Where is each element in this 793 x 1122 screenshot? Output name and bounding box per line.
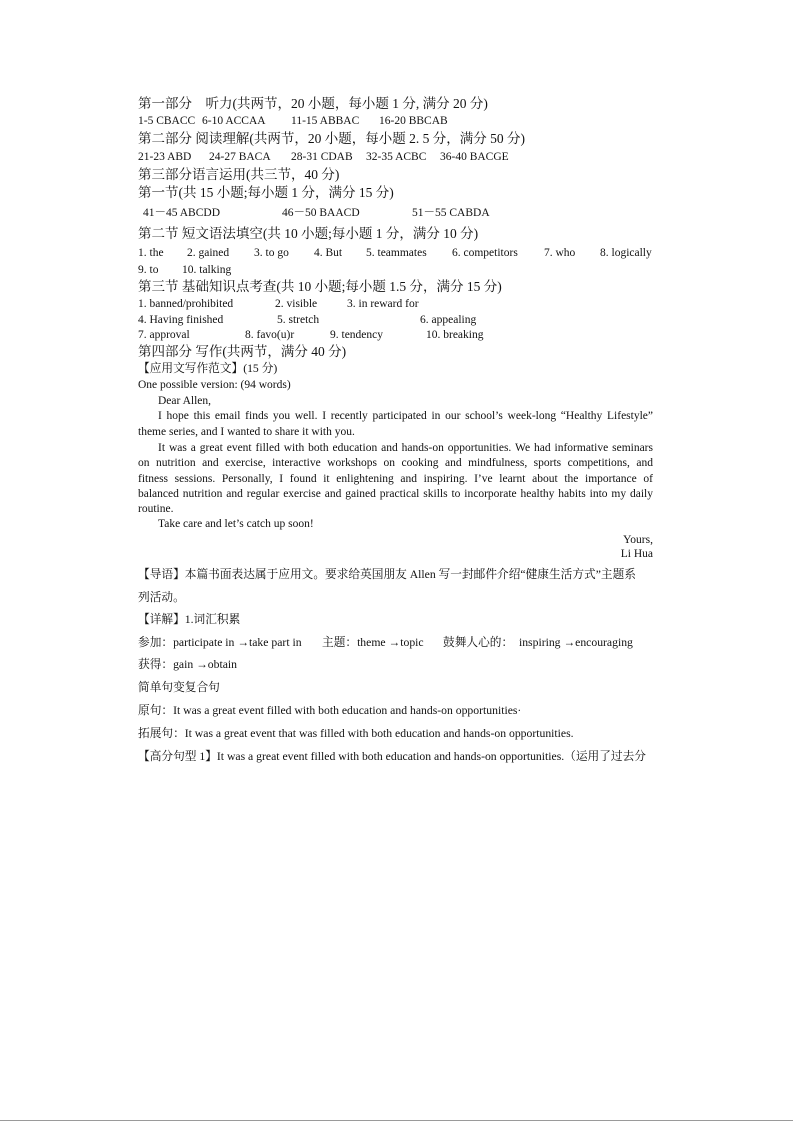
section1-heading: 第一节(共 15 小题;每小题 1 分，满分 15 分) bbox=[138, 185, 394, 200]
knowledge-answer: 10. breaking bbox=[426, 329, 484, 341]
grammar-fill-answer: 2. gained bbox=[187, 247, 230, 259]
vocab-item: 参加：participate in →take part in bbox=[138, 636, 302, 649]
letter-body-line: I hope this email finds you well. I recently participated in our school’s week-long “Healthy Lifestyle” bbox=[158, 410, 653, 422]
listening-answer-group: 16-20 BBCAB bbox=[379, 115, 448, 127]
vocab-item: 主题：theme →topic bbox=[322, 636, 424, 649]
intro-line: 列活动。 bbox=[138, 591, 185, 604]
knowledge-answer: 6. appealing bbox=[420, 314, 477, 326]
intro-line: 【导语】本篇书面表达属于应用文。要求给英国朋友 Allen 写一封邮件介绍“健康生活方式”主题系 bbox=[138, 568, 636, 581]
section2-answers-row-2 bbox=[0, 263, 793, 277]
knowledge-answer: 7. approval bbox=[138, 329, 190, 341]
section3-answers-row-1 bbox=[0, 297, 793, 311]
detail-heading: 【详解】1.词汇积累 bbox=[138, 613, 241, 626]
letter-body-line: It was a great event filled with both education and hands-on opportunities. We had informative seminars bbox=[158, 442, 653, 454]
grammar-fill-answer: 8. logically bbox=[600, 247, 652, 259]
part4-heading: 第四部分 写作(共两节，满分 40 分) bbox=[138, 344, 347, 359]
section1-answers bbox=[0, 206, 793, 220]
letter-body-line: routine. bbox=[138, 503, 174, 515]
knowledge-answer: 1. banned/prohibited bbox=[138, 298, 234, 310]
reading-answer-group: 21-23 ABD bbox=[138, 151, 192, 163]
listening-answer-group: 6-10 ACCAA bbox=[202, 115, 266, 127]
section3-answers-row-3 bbox=[0, 328, 793, 342]
part2-answers bbox=[0, 150, 793, 164]
grammar-fill-answer: 1. the bbox=[138, 247, 164, 259]
part1-answers bbox=[0, 114, 793, 128]
page-bottom-rule bbox=[0, 1120, 793, 1121]
reading-answer-group: 36-40 BACGE bbox=[440, 151, 509, 163]
part3-heading: 第三部分语言运用(共三节，40 分) bbox=[138, 167, 340, 182]
cloze-answer-group: 46－50 BAACD bbox=[282, 207, 360, 219]
knowledge-answer: 4. Having finished bbox=[138, 314, 224, 326]
listening-answer-group: 1-5 CBACC bbox=[138, 115, 196, 127]
grammar-fill-answer: 4. But bbox=[314, 247, 343, 259]
knowledge-answer: 9. tendency bbox=[330, 329, 384, 341]
section2-answers-row-1 bbox=[0, 246, 793, 260]
grammar-fill-answer: 7. who bbox=[544, 247, 576, 259]
letter-signature: Li Hua bbox=[620, 548, 653, 560]
grammar-fill-answer: 9. to bbox=[138, 264, 159, 276]
reading-answer-group: 28-31 CDAB bbox=[291, 151, 353, 163]
vocab-row bbox=[0, 636, 793, 650]
essay-title: 【应用文写作范文】(15 分) bbox=[138, 362, 278, 375]
listening-answer-group: 11-15 ABBAC bbox=[291, 115, 360, 127]
grammar-fill-answer: 6. competitors bbox=[452, 247, 518, 259]
knowledge-answer: 3. in reward for bbox=[347, 298, 419, 310]
knowledge-answer: 8. favo(u)r bbox=[245, 329, 295, 341]
letter-sign-off: Yours, bbox=[623, 534, 653, 546]
grammar-fill-answer: 5. teammates bbox=[366, 247, 427, 259]
version-note: One possible version: (94 words) bbox=[138, 379, 291, 391]
letter-body-line: theme series, and I wanted to share it with you. bbox=[138, 426, 355, 438]
reading-answer-group: 24-27 BACA bbox=[209, 151, 271, 163]
cloze-answer-group: 51－55 CABDA bbox=[412, 207, 490, 219]
vocab-item: 获得：gain →obtain bbox=[138, 658, 238, 671]
letter-body-line: fitness sessions. Personally, I found it enlightening and inspiring. I’ve learnt about the importance of bbox=[138, 473, 653, 485]
reading-answer-group: 32-35 ACBC bbox=[366, 151, 427, 163]
part2-heading: 第二部分 阅读理解(共两节，20 小题，每小题 2. 5 分，满分 50 分) bbox=[138, 131, 525, 146]
letter-greeting: Dear Allen, bbox=[158, 395, 212, 407]
section2-heading: 第二节 短文语法填空(共 10 小题;每小题 1 分，满分 10 分) bbox=[138, 226, 479, 241]
knowledge-answer: 5. stretch bbox=[277, 314, 320, 326]
original-sentence: 原句：It was a great event filled with both education and hands-on opportunities· bbox=[138, 704, 522, 717]
letter-body-line: balanced nutrition and regular exercise and gained practical skills to incorporate healthy habits into my daily bbox=[138, 488, 653, 500]
section3-answers-row-2 bbox=[0, 313, 793, 327]
letter-body-line: on nutrition and exercise, interactive workshops on cooking and mindfulness, sports competitions, and bbox=[138, 457, 653, 469]
part1-heading: 第一部分 听力(共两节，20 小题，每小题 1 分, 满分 20 分) bbox=[138, 96, 488, 111]
knowledge-answer: 2. visible bbox=[275, 298, 318, 310]
vocab-item: 鼓舞人心的： inspiring →encouraging bbox=[443, 636, 633, 649]
letter-closing: Take care and let’s catch up soon! bbox=[158, 518, 314, 530]
grammar-fill-answer: 3. to go bbox=[254, 247, 289, 259]
sentence-pattern: 【高分句型 1】It was a great event filled with both education and hands-on opportunities.（运用了过去分 bbox=[138, 750, 646, 763]
cloze-answer-group: 41－45 ABCDD bbox=[143, 207, 220, 219]
section3-heading: 第三节 基础知识点考查(共 10 小题;每小题 1.5 分，满分 15 分) bbox=[138, 279, 502, 294]
grammar-fill-answer: 10. talking bbox=[182, 264, 232, 276]
expanded-sentence: 拓展句：It was a great event that was filled with both education and hands-on opportunities. bbox=[138, 727, 574, 740]
sentence-heading: 简单句变复合句 bbox=[138, 681, 220, 694]
